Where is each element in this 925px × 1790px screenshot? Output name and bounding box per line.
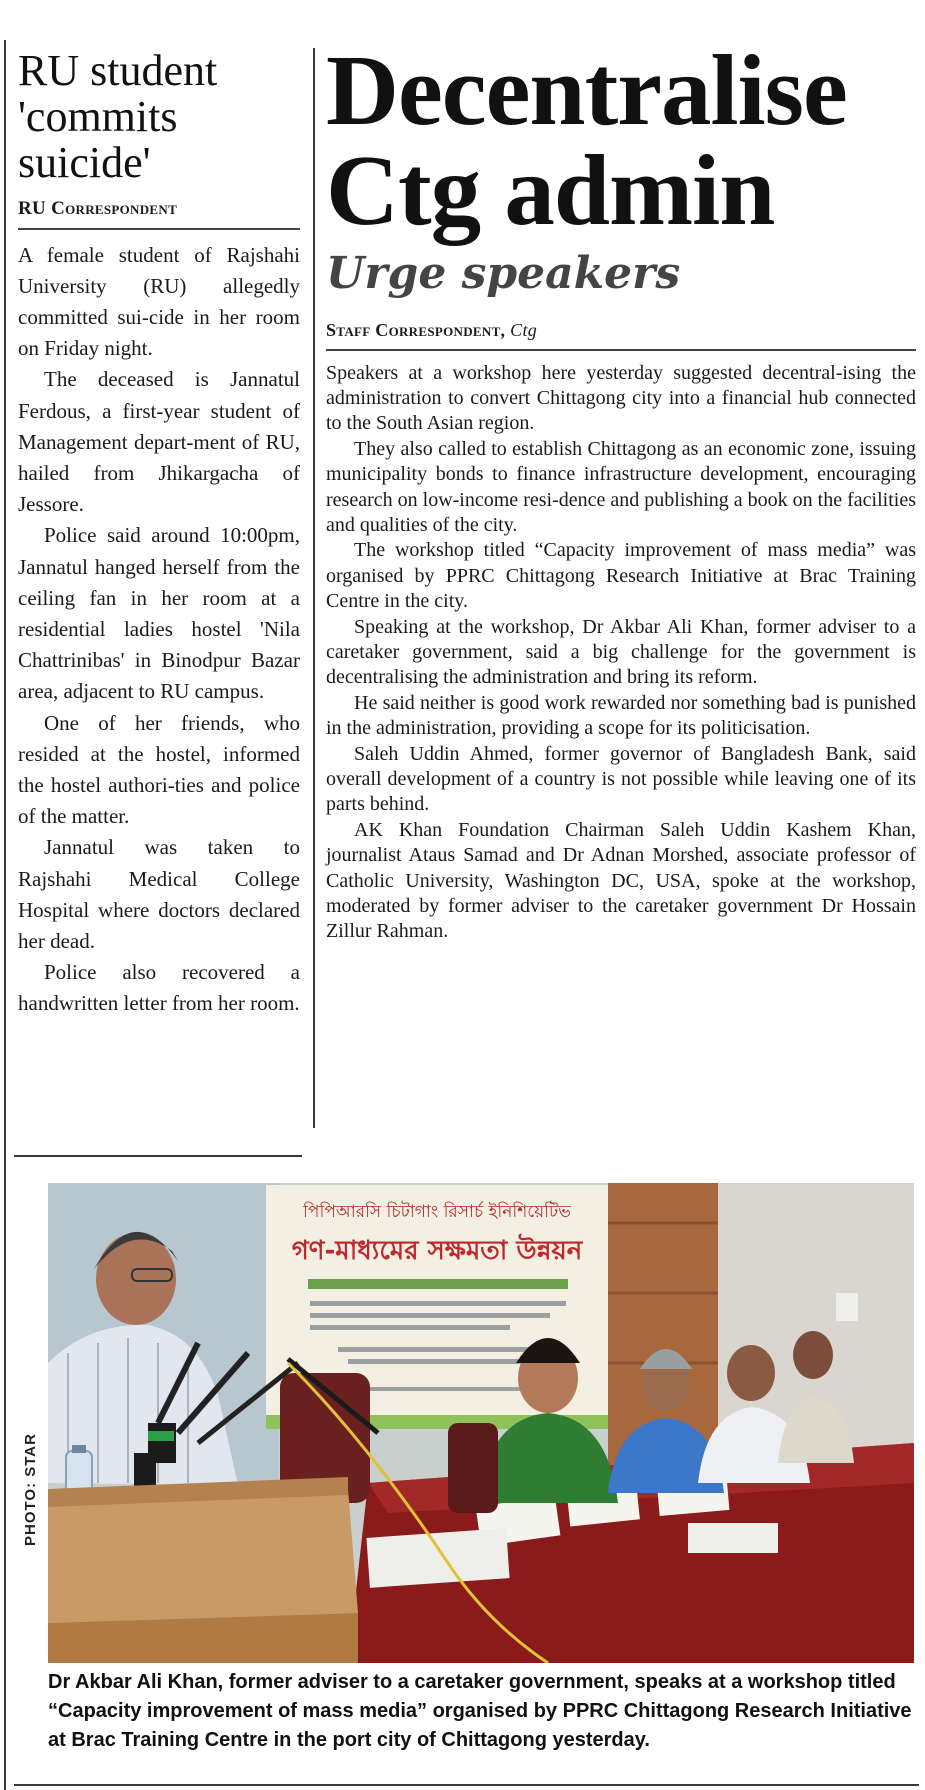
main-byline-location: Ctg bbox=[510, 320, 538, 340]
main-article bbox=[326, 34, 916, 945]
left-article-paragraph: Police said around 10:00pm, Jannatul hanged herself from the ceiling fan in her room at a residential ladies hostel 'Nila Chattrinibas' in Binodpur Bazar area, adjacent to RU campus. bbox=[18, 523, 300, 704]
left-article-paragraph: The deceased is Jannatul Ferdous, a first-year student of Management depart-ment of RU, hailed from Jhikargacha of Jessore. bbox=[18, 367, 300, 517]
photo-caption: Dr Akbar Ali Khan, former adviser to a caretaker government, speaks at a workshop titled “Capacity improvement of mass media” organised by PPRC Chittagong Research Initiative at Brac Training Centre in the port city of Chittagong yesterday. bbox=[48, 1671, 912, 1751]
main-byline-text: Staff Correspondent, bbox=[326, 320, 506, 340]
left-article-headline: RU student 'commits suicide' bbox=[18, 46, 218, 187]
column-divider bbox=[313, 48, 315, 1128]
workshop-photo-illustration bbox=[48, 1183, 914, 1663]
left-article-paragraph: Police also recovered a handwritten letter from her room. bbox=[18, 960, 300, 1016]
left-article-paragraph: A female student of Rajshahi University (RU) allegedly committed sui-cide in her room on Friday night. bbox=[18, 242, 300, 361]
left-byline-rule bbox=[18, 228, 300, 230]
left-article-byline: RU Correspondent bbox=[18, 198, 178, 219]
left-article-paragraph: One of her friends, who resided at the hostel, informed the hostel authori-ties and police of the matter. bbox=[18, 710, 300, 829]
main-article-paragraph: Speakers at a workshop here yesterday suggested decentral-ising the administration to convert Chittagong city into a financial hub connected to the South Asian region. bbox=[326, 361, 916, 435]
main-article-paragraph: The workshop titled “Capacity improvement of mass media” was organised by PPRC Chittagong Research Initiative at Brac Training Centre in the city. bbox=[326, 539, 916, 613]
main-article-byline bbox=[326, 320, 916, 341]
main-article-paragraph: He said neither is good work rewarded nor something bad is punished in the administration, providing a scope for its politicisation. bbox=[326, 691, 916, 740]
main-article-paragraph: Saleh Uddin Ahmed, former governor of Bangladesh Bank, said overall development of a country is not possible while leaving one of its parts behind. bbox=[326, 742, 916, 816]
main-article-headline: Decentralise Ctg admin bbox=[326, 34, 847, 246]
left-article-end-rule bbox=[14, 1155, 302, 1157]
left-article-paragraph: Jannatul was taken to Rajshahi Medical College Hospital where doctors declared her dead. bbox=[18, 835, 300, 953]
left-article bbox=[18, 48, 300, 1020]
page-left-border bbox=[4, 40, 6, 1790]
main-article-paragraph: Speaking at the workshop, Dr Akbar Ali Khan, former adviser to a caretaker government, said a big challenge for the government is decentralising the administration and bring its reform. bbox=[326, 615, 916, 689]
main-article-paragraph: AK Khan Foundation Chairman Saleh Uddin Kashem Khan, journalist Ataus Samad and Dr Adnan Morshed, associate professor of Catholic University, Washington DC, USA, spoke at the workshop, moderated by former adviser to the caretaker government Dr Hossain Zillur Rahman. bbox=[326, 818, 916, 943]
main-byline-rule bbox=[326, 349, 916, 351]
main-article-paragraph: They also called to establish Chittagong as an economic zone, issuing municipality bonds to finance infrastructure development, encouraging research on low-income resi-dence and publishing a book on the facilities and qualities of the city. bbox=[326, 437, 916, 536]
workshop-photo bbox=[48, 1183, 914, 1663]
photo-credit: PHOTO: STAR bbox=[22, 1433, 39, 1546]
banner-line-1: পিপিআরসি চিটাগাং রিসার্চ ইনিশিয়েটিভ bbox=[303, 1202, 571, 1222]
bottom-rule bbox=[14, 1784, 919, 1786]
banner-title: গণ-মাধ্যমের সক্ষমতা উন্নয়ন bbox=[291, 1236, 583, 1266]
main-article-subhead: Urge speakers bbox=[326, 248, 681, 299]
